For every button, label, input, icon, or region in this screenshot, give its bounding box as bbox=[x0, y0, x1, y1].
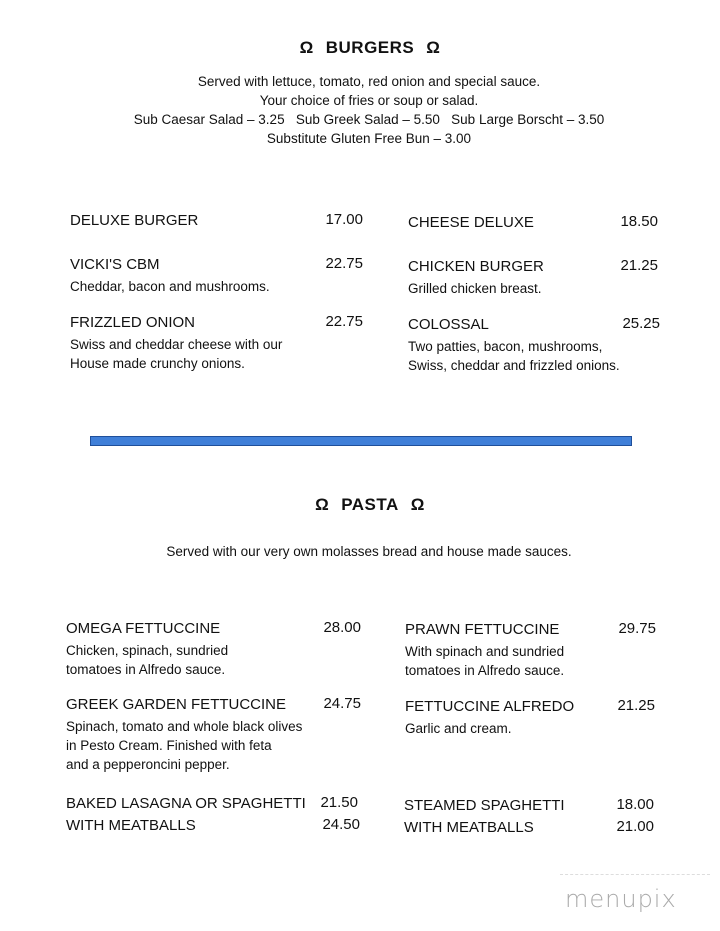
item-description: Swiss, cheddar and frizzled onions. bbox=[408, 358, 620, 373]
omega-icon: Ω bbox=[426, 38, 441, 57]
menu-item bbox=[70, 255, 270, 296]
item-name: CHEESE DELUXE bbox=[408, 214, 534, 231]
item-price: 18.00 bbox=[616, 796, 654, 813]
menu-item bbox=[405, 620, 564, 680]
section-divider bbox=[90, 436, 632, 446]
menu-item bbox=[404, 796, 565, 840]
note: Served with our very own molasses bread and house made sauces. bbox=[166, 544, 572, 559]
item-price: 18.50 bbox=[620, 213, 658, 230]
item-price: 29.75 bbox=[618, 620, 656, 637]
omega-icon: Ω bbox=[410, 495, 425, 514]
burgers-heading: BURGERS bbox=[325, 38, 415, 57]
item-description: Chicken, spinach, sundried bbox=[66, 643, 229, 658]
item-name-line2: WITH MEATBALLS bbox=[66, 817, 196, 834]
item-name-line2: WITH MEATBALLS bbox=[404, 819, 534, 836]
item-price: 22.75 bbox=[325, 313, 363, 330]
watermark-logo: menupix bbox=[565, 885, 677, 913]
item-name: FRIZZLED ONION bbox=[70, 314, 196, 331]
item-price: 28.00 bbox=[323, 619, 361, 636]
item-description: House made crunchy onions. bbox=[70, 356, 245, 371]
menu-item bbox=[66, 619, 228, 679]
item-name: CHICKEN BURGER bbox=[408, 258, 544, 275]
menu-item bbox=[70, 313, 282, 373]
item-name: OMEGA FETTUCCINE bbox=[66, 620, 221, 637]
pasta-notes bbox=[0, 542, 720, 561]
menu-item bbox=[408, 315, 620, 375]
item-name: BAKED LASAGNA OR SPAGHETTI bbox=[66, 795, 306, 812]
pasta-heading: PASTA bbox=[341, 495, 399, 514]
menu-item bbox=[66, 794, 306, 838]
item-name: GREEK GARDEN FETTUCCINE bbox=[66, 696, 287, 713]
item-description: Grilled chicken breast. bbox=[408, 281, 542, 296]
item-description: tomatoes in Alfredo sauce. bbox=[66, 662, 226, 677]
menu-item bbox=[66, 695, 302, 774]
menu-item bbox=[408, 257, 544, 298]
item-description: Cheddar, bacon and mushrooms. bbox=[70, 279, 270, 294]
item-description: With spinach and sundried bbox=[405, 644, 565, 659]
item-description: tomatoes in Alfredo sauce. bbox=[405, 663, 565, 678]
item-description: Garlic and cream. bbox=[405, 721, 512, 736]
item-name: STEAMED SPAGHETTI bbox=[404, 797, 565, 814]
item-name: PRAWN FETTUCCINE bbox=[405, 621, 560, 638]
item-description: Two patties, bacon, mushrooms, bbox=[408, 339, 603, 354]
item-price: 21.50 bbox=[320, 794, 358, 811]
menu-item bbox=[405, 697, 574, 738]
item-price: 24.50 bbox=[322, 816, 360, 833]
item-price: 25.25 bbox=[622, 315, 660, 332]
item-description: Swiss and cheddar cheese with our bbox=[70, 337, 283, 352]
item-description: and a pepperoncini pepper. bbox=[66, 757, 230, 772]
omega-icon: Ω bbox=[315, 495, 330, 514]
note: Substitute Gluten Free Bun – 3.00 bbox=[266, 131, 472, 146]
item-name: FETTUCCINE ALFREDO bbox=[405, 698, 575, 715]
item-price: 22.75 bbox=[325, 255, 363, 272]
item-description: Spinach, tomato and whole black olives bbox=[66, 719, 303, 734]
burgers-title bbox=[0, 38, 720, 58]
item-price: 21.25 bbox=[617, 697, 655, 714]
menu-item bbox=[408, 213, 534, 235]
item-name: COLOSSAL bbox=[408, 316, 489, 333]
item-name: VICKI'S CBM bbox=[70, 256, 160, 273]
item-price: 21.25 bbox=[620, 257, 658, 274]
item-price: 17.00 bbox=[325, 211, 363, 228]
note: Your choice of fries or soup or salad. bbox=[259, 93, 479, 108]
item-price: 24.75 bbox=[323, 695, 361, 712]
item-price: 21.00 bbox=[616, 818, 654, 835]
watermark-line bbox=[560, 874, 710, 875]
item-description: in Pesto Cream. Finished with feta bbox=[66, 738, 272, 753]
note: Sub Caesar Salad – 3.25 Sub Greek Salad – 5.50 Sub Large Borscht – 3.50 bbox=[133, 112, 605, 127]
item-name: DELUXE BURGER bbox=[70, 212, 199, 229]
menu-item bbox=[70, 211, 198, 233]
note: Served with lettuce, tomato, red onion and special sauce. bbox=[197, 74, 541, 89]
omega-icon: Ω bbox=[299, 38, 314, 57]
pasta-title bbox=[0, 495, 720, 515]
burgers-notes bbox=[0, 72, 720, 148]
